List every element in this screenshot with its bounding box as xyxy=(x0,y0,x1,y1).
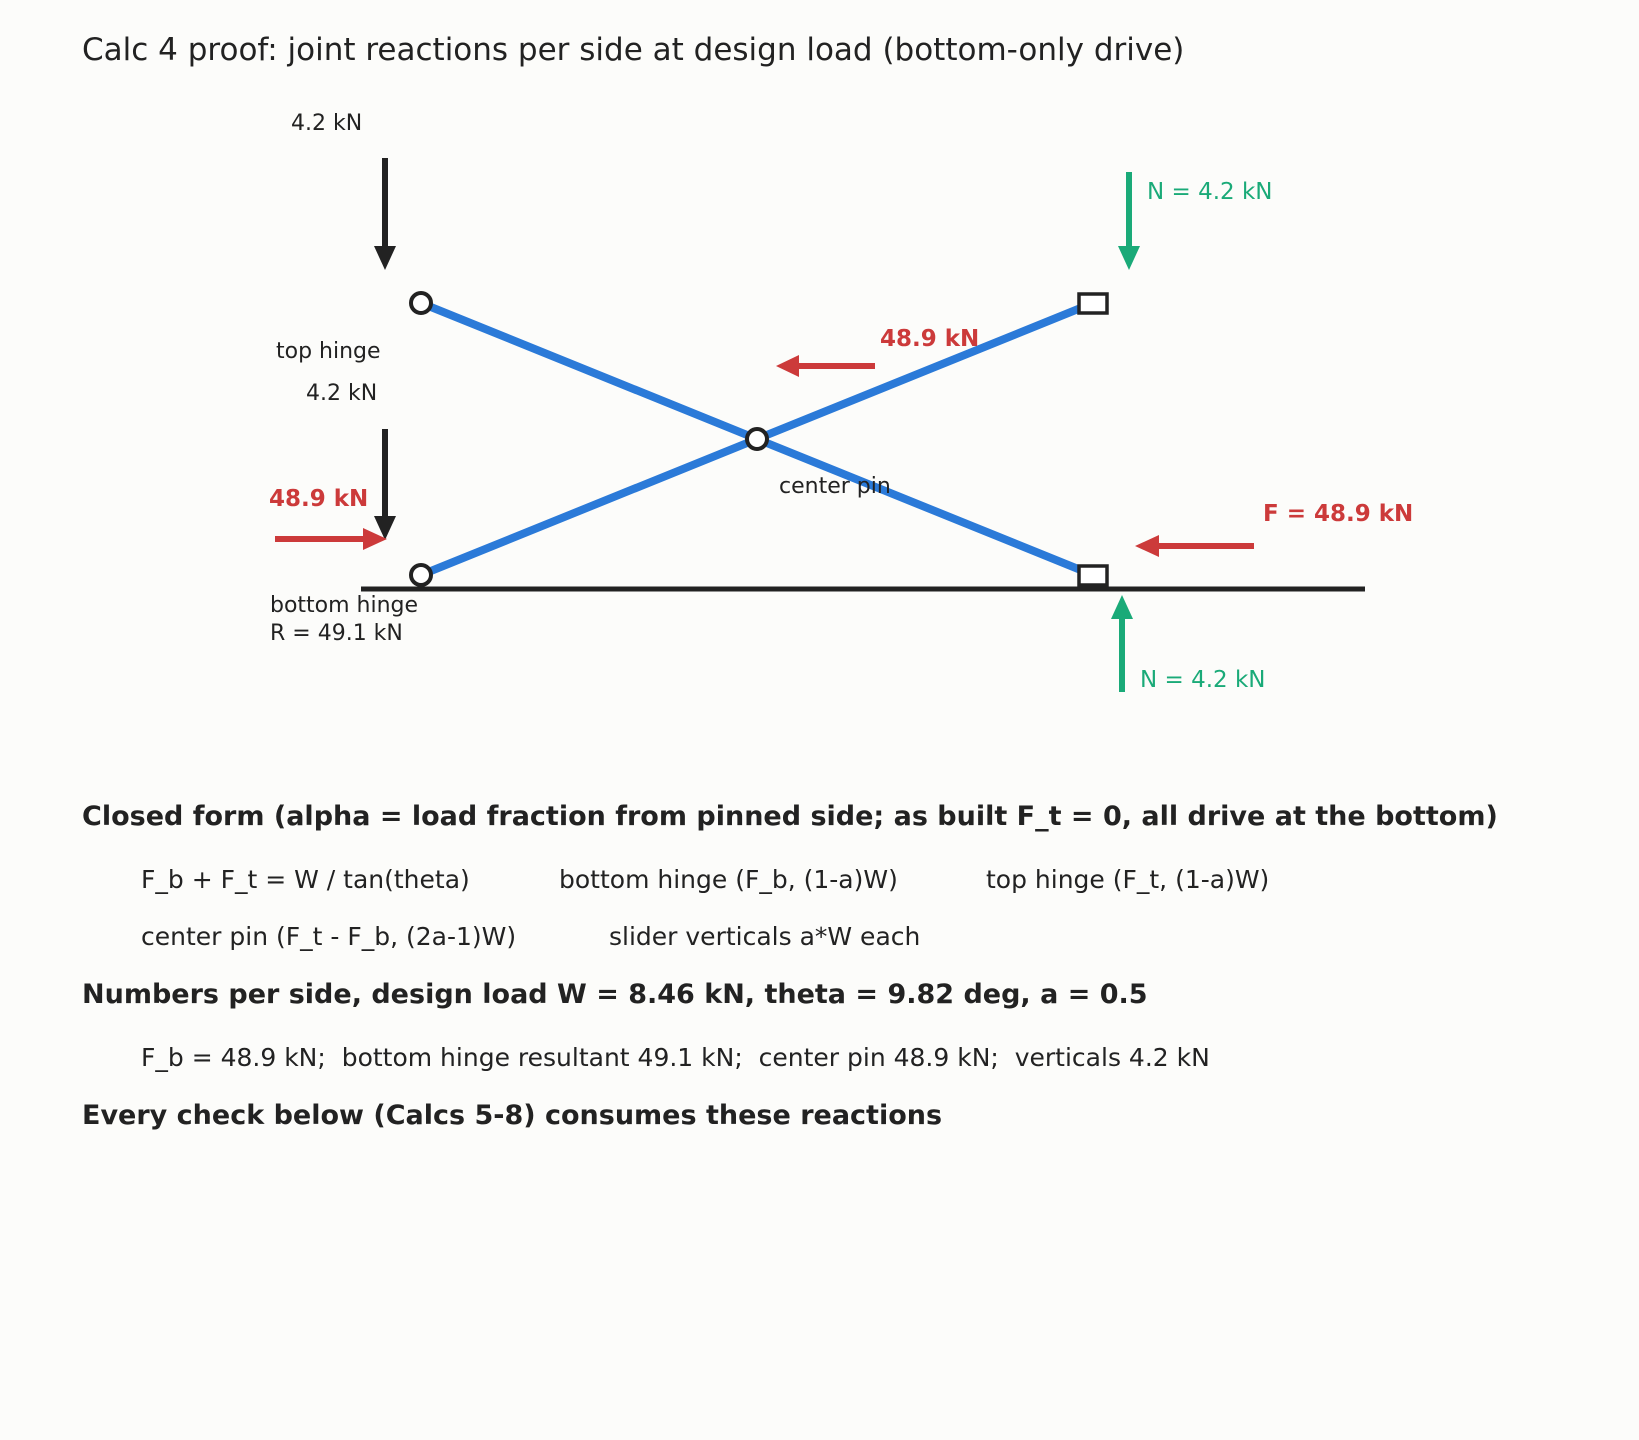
slider-force-label: F = 48.9 kN xyxy=(1263,501,1414,527)
top-hinge-joint xyxy=(411,293,431,313)
closed-form-bottom-hinge: bottom hinge (F_b, (1-a)W) xyxy=(559,865,898,894)
closed-form-top-hinge: top hinge (F_t, (1-a)W) xyxy=(986,865,1270,894)
bottom-hinge-label: bottom hinge xyxy=(270,593,419,618)
bottom-load-arrow xyxy=(374,429,396,540)
bottom-load-label: 4.2 kN xyxy=(306,381,378,406)
top-slider-normal-arrow xyxy=(1118,172,1140,270)
top-hinge-label: top hinge xyxy=(276,339,381,364)
center-pin-joint xyxy=(747,429,767,449)
top-slider-normal-label: N = 4.2 kN xyxy=(1147,179,1273,205)
bottom-slider-normal-label: N = 4.2 kN xyxy=(1140,667,1266,693)
bottom-hinge-force-label: 48.9 kN xyxy=(269,486,369,512)
slider-force-arrow xyxy=(1135,535,1254,557)
center-pin-label: center pin xyxy=(779,474,891,499)
bottom-hinge-joint xyxy=(411,565,431,585)
closed-form-heading: Closed form (alpha = load fraction from pinned side; as built F_t = 0, all drive at the bottom) xyxy=(82,801,1498,832)
top-load-label: 4.2 kN xyxy=(291,111,363,136)
center-force-label: 48.9 kN xyxy=(880,326,980,352)
closed-form-equation: F_b + F_t = W / tan(theta) xyxy=(141,865,470,894)
page-title: Calc 4 proof: joint reactions per side at design load (bottom-only drive) xyxy=(82,32,1185,68)
closed-form-slider-verticals: slider verticals a*W each xyxy=(609,922,921,951)
top-load-arrow xyxy=(374,158,396,270)
numbers-heading: Numbers per side, design load W = 8.46 kN, theta = 9.82 deg, a = 0.5 xyxy=(82,979,1148,1010)
numbers-line: F_b = 48.9 kN; bottom hinge resultant 49.1 kN; center pin 48.9 kN; verticals 4.2 kN xyxy=(141,1043,1210,1072)
bottom-slider-block xyxy=(1079,566,1107,585)
top-slider-block xyxy=(1079,294,1107,313)
bottom-hinge-resultant-label: R = 49.1 kN xyxy=(270,621,403,646)
footer-note: Every check below (Calcs 5-8) consumes these reactions xyxy=(82,1100,943,1131)
bottom-hinge-force-arrow xyxy=(275,528,387,550)
bottom-slider-normal-arrow xyxy=(1111,595,1133,692)
center-force-arrow xyxy=(776,355,875,377)
closed-form-center-pin: center pin (F_t - F_b, (2a-1)W) xyxy=(141,922,517,951)
